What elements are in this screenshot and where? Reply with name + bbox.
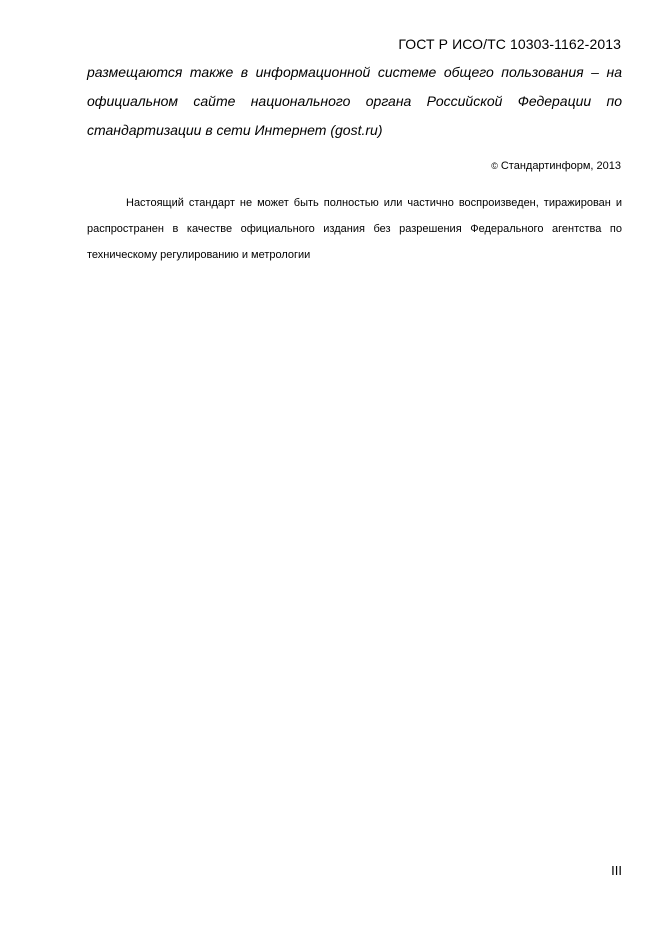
paragraph-line: распространен в качестве официального издания без разрешения Федерального агентства по — [87, 223, 622, 235]
page-number: III — [611, 863, 622, 878]
paragraph-line: размещаются также в информационной системе общего пользования – на — [87, 64, 622, 80]
paragraph-line: техническому регулированию и метрологии — [87, 249, 311, 261]
paragraph-line: официальном сайте национального органа Российской Федерации по — [87, 93, 622, 109]
paragraph-line: Настоящий стандарт не может быть полностью или частично воспроизведен, тиражирован и — [126, 197, 622, 209]
copyright-text: Стандартинформ, 2013 — [500, 160, 621, 172]
publication-info-paragraph — [87, 58, 622, 145]
paragraph-line: стандартизации в сети Интернет (gost.ru) — [87, 122, 383, 138]
copyright-icon: © — [491, 161, 498, 171]
document-number-header: ГОСТ Р ИСО/ТС 10303-1162-2013 — [398, 36, 621, 52]
copyright-line — [491, 160, 621, 172]
reproduction-notice-paragraph — [87, 190, 622, 268]
